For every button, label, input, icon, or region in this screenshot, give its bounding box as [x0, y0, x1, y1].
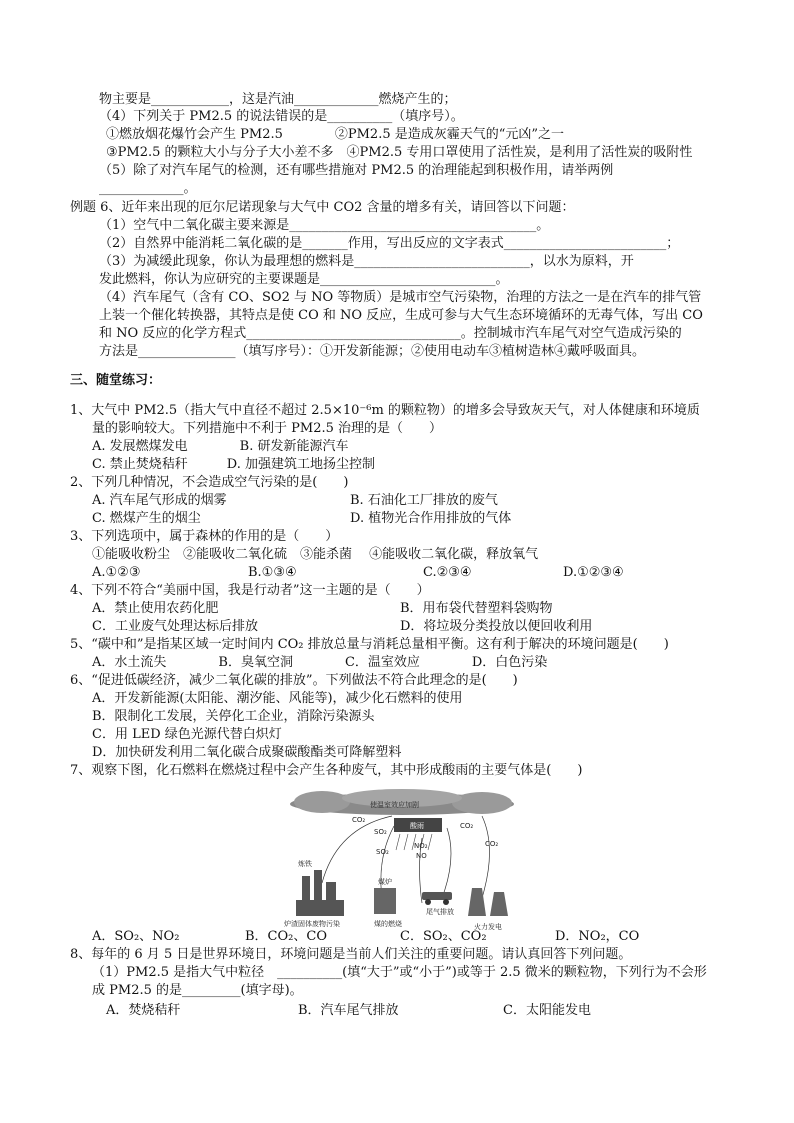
text-line: ③PM2.5 的颗粒大小与分子大小差不多 ④PM2.5 专用口罩使用了活性炭，是利用了活性炭的吸附性: [106, 145, 693, 160]
co2-label-c: CO₂: [485, 840, 499, 848]
text-line: A.①②③: [92, 565, 141, 580]
acid-rain-label: 酸雨: [410, 822, 424, 830]
text-line: 3、下列选项中，属于森林的作用的是（ ）: [70, 529, 339, 544]
text-line: 4、下列不符合“美丽中国，我是行动者”这一主题的是（ ）: [70, 583, 430, 598]
cloud-label: 使温室效应加剧: [370, 801, 419, 809]
text-line: C. 禁止焚烧秸秆 D. 加强建筑工地扬尘控制: [92, 457, 375, 472]
text-line: 三、随堂练习：: [70, 373, 162, 388]
text-line: （2）自然界中能消耗二氧化碳的是_______作用，写出反应的文字表式_________________________；: [99, 236, 680, 251]
text-line: _____________。: [99, 181, 197, 196]
power-plant: [468, 888, 508, 916]
co2-label-b: CO₂: [460, 822, 474, 830]
text-line: C．用 LED 绿色光源代替白炽灯: [92, 727, 282, 742]
slag-label: 炉渣固体废物污染: [284, 920, 340, 928]
text-line: A．水土流失 B．臭氧空洞 C．温室效应 D．白色污染: [92, 655, 548, 670]
furnace-label: 煤炉: [378, 878, 392, 886]
exhaust-label: 尾气排放: [426, 908, 454, 916]
smelting-label: 炼铁: [298, 860, 312, 868]
text-line: D．加快研发利用二氧化碳合成聚碳酸酯类可降解塑料: [92, 745, 402, 760]
text-line: 和 NO 反应的化学方程式_________________________________。控制城市汽车尾气对空气造成污染的: [99, 326, 682, 341]
car-shape: [422, 892, 452, 905]
text-line: A. 汽车尾气形成的烟雾: [92, 493, 227, 508]
text-line: B．汽车尾气排放: [298, 1003, 399, 1018]
co2-label-a: CO₂: [352, 816, 366, 824]
text-line: C. 燃煤产生的烟尘: [92, 511, 201, 526]
no2-label: NO₂: [414, 842, 428, 850]
smelting-factory: [296, 870, 344, 916]
so2-label-b: SO₂: [376, 848, 389, 856]
text-line: A．焚烧秸秆: [106, 1003, 181, 1018]
text-line: （1）PM2.5 是指大气中粒径 __________(填“大于”或“小于”)或等于 2.5 微米的颗粒物，下列行为不会形: [92, 965, 707, 980]
text-line: 量的影响较大。下列措施中不利于 PM2.5 治理的是（ ）: [92, 421, 442, 436]
text-line: C．工业废气处理达标后排放: [92, 619, 258, 634]
text-line: C．SO₂、CO₂: [400, 929, 487, 944]
acid-rain-diagram: [282, 788, 522, 932]
text-line: 成 PM2.5 的是_________(填字母)。: [92, 983, 303, 998]
text-line: D.①②③④: [563, 565, 624, 580]
text-line: 例题 6、近年来出现的厄尔尼诺现象与大气中 CO2 含量的增多有关，请回答以下问题：: [70, 200, 575, 215]
text-line: 5、“碳中和”是指某区域一定时间内 CO₂ 排放总量与消耗总量相平衡。这有利于解决的环境问题是( ): [70, 637, 669, 652]
text-line: C.②③④: [423, 565, 472, 580]
so2-label-a: SO₂: [374, 828, 387, 836]
text-line: A. 发展燃煤发电 B. 研发新能源汽车: [92, 439, 349, 454]
text-line: （4）下列关于 PM2.5 的说法错误的是__________（填序号）。: [99, 109, 464, 124]
no-label: NO: [416, 852, 427, 860]
text-line: 发此燃料，你认为应研究的主要课题是___________________________。: [99, 272, 509, 287]
stove-shape: [374, 888, 396, 914]
text-line: C．太阳能发电: [503, 1003, 591, 1018]
text-line: B.①③④: [248, 565, 297, 580]
text-line: A．开发新能源(太阳能、潮汐能、风能等)，减少化石燃料的使用: [92, 691, 463, 706]
text-line: 方法是_______________（填写序号）：①开发新能源；②使用电动车③植树造林④戴呼吸面具。: [99, 344, 646, 359]
text-line: 6、“促进低碳经济，减少二氧化碳的排放”。下列做法不符合此理念的是( ): [70, 673, 518, 688]
text-line: D．将垃圾分类投放以便回收利用: [400, 619, 593, 634]
text-line: A．禁止使用农药化肥: [92, 601, 219, 616]
text-line: 2、下列几种情况，不会造成空气污染的是( ): [70, 475, 349, 490]
text-line: 物主要是____________，这是汽油_____________燃烧产生的；: [99, 92, 457, 107]
text-line: ①燃放烟花爆竹会产生 PM2.5 ②PM2.5 是造成灰霾天气的“元凶”之一: [106, 127, 565, 142]
text-line: B．限制化工发展，关停化工企业，消除污染源头: [92, 709, 375, 724]
text-line: （1）空气中二氧化碳主要来源是______________________________________。: [99, 218, 550, 233]
text-line: A．SO₂、NO₂: [92, 929, 180, 944]
coal-label: 煤的燃烧: [374, 920, 402, 928]
text-line: 上装一个催化转换器，其特点是使 CO 和 NO 反应，生成可参与大气生态环境循环的无毒气体，写出 CO: [99, 308, 703, 323]
power-label: 火力发电: [474, 923, 502, 931]
text-line: B. 石油化工厂排放的废气: [350, 493, 498, 508]
text-line: 7、观察下图，化石燃料在燃烧过程中会产生各种废气，其中形成酸雨的主要气体是( ): [70, 763, 583, 778]
text-line: D. 植物光合作用排放的气体: [350, 511, 512, 526]
text-line: 8、每年的 6 月 5 日是世界环境日，环境问题是当前人们关注的重要问题。请认真回答下列问题。: [70, 947, 632, 962]
text-line: ①能吸收粉尘 ②能吸收二氧化硫 ③能杀菌 ④能吸收二氧化碳，释放氧气: [92, 547, 539, 562]
text-line: （5）除了对汽车尾气的检测，还有哪些措施对 PM2.5 的治理能起到积极作用，请举两例: [99, 163, 614, 178]
text-line: B．CO₂、CO: [245, 929, 327, 944]
text-line: D．NO₂，CO: [555, 929, 640, 944]
text-line: 1、大气中 PM2.5（指大气中直径不超过 2.5×10⁻⁶m 的颗粒物）的增多会导致灰天气，对人体健康和环境质: [70, 403, 700, 418]
text-line: （3）为减缓此现象，你认为最理想的燃料是___________________________，以水为原料，开: [99, 254, 634, 269]
text-line: （4）汽车尾气（含有 CO、SO2 与 NO 等物质）是城市空气污染物，治理的方法之一是在汽车的排气管: [99, 290, 702, 305]
text-line: B．用布袋代替塑料袋购物: [400, 601, 553, 616]
